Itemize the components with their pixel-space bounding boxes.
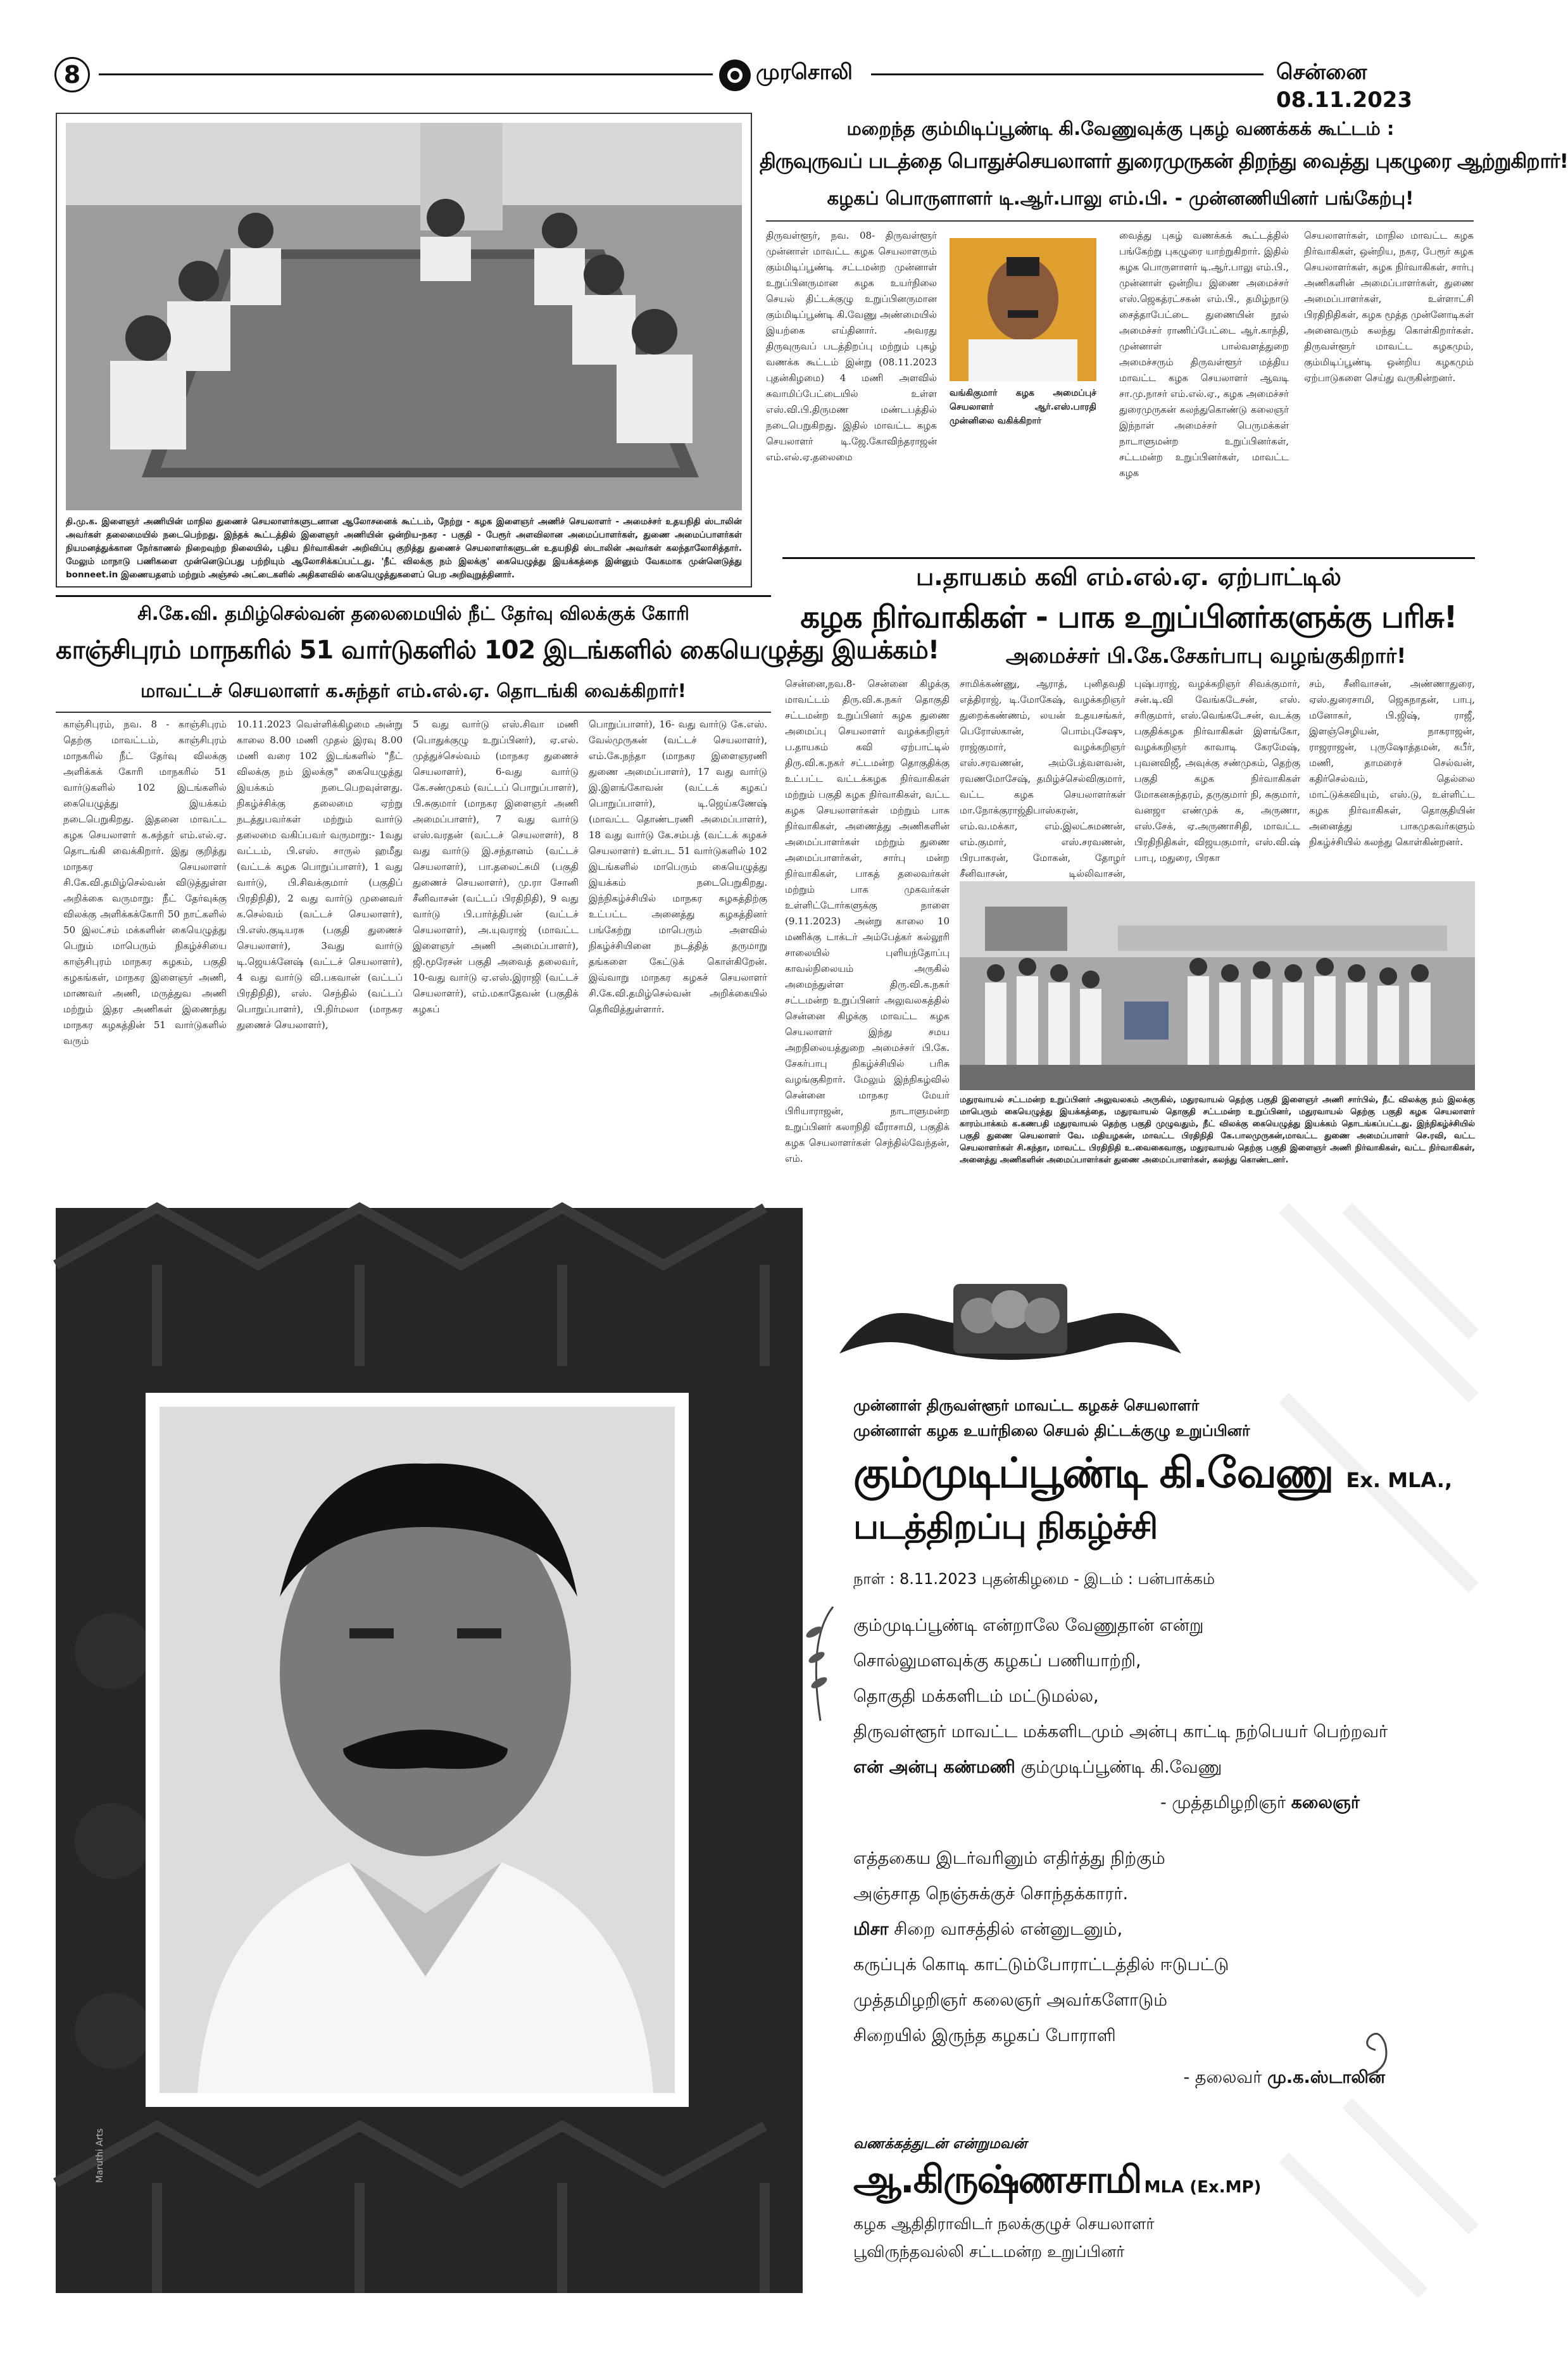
- story2-subhead: கழகப் பொருளாளர் டி.ஆர்.பாலு எம்.பி. - முன்னணியினர் பங்கேற்பு!: [827, 187, 1414, 209]
- memorial-ad: [56, 1208, 1474, 2293]
- story3-headline: காஞ்சிபுரம் மாநகரில் 51 வார்டுகளில் 102 இடங்களில் கையெழுத்து இயக்கம்!: [56, 636, 939, 665]
- dateline: சென்னை 08.11.2023: [1276, 60, 1413, 113]
- rising-sun-emblem-icon: [719, 60, 751, 91]
- venu-portrait-photo: [950, 238, 1096, 381]
- story2-column-2: வைத்து புகழ் வணக்கக் கூட்டத்தில் பங்கேற்று புகழுரை யாற்றுகிறார். இதில் கழக பொருளாளர் டி.ஆர்.பாலு எம்.பி., முன்னாள் ஒன்றிய இணை அமைச்சர் எஸ்.ஜெகத்ரட்சகன் எம்.பி., தமிழ்நாடு சைத்தாபேட்டை துணையின் நூல் அமைச்சர் ராணிப்பேட்டை ஆர்.காந்தி, முன்னாள் பால்வளத்துறை அமைச்சரும் திருவள்ளூர் மத்திய மாவட்ட கழக செயலாளர் ஆவடி சா.மு.நாசர் எம்.எல்.ஏ., கழக அமைச்சர் துரைமுருகன் கலந்துகொண்டு கலைஞர் இந்நாள் அமைச்சர் பெருமக்கள் நாடாளுமன்ற உறுப்பினர்கள், சட்டமன்ற உறுப்பினர்கள், மாவட்ட கழக: [1119, 230, 1289, 479]
- story2-portrait-caption: வங்கிகுமார் கழக அமைப்புச் செயலாளர் ஆர்.எஸ்.பாரதி முன்னிலை வகிக்கிறார்: [950, 388, 1096, 426]
- ad-sender-line-2: பூவிருந்தவல்லி சட்டமன்ற உறுப்பினர்: [853, 2242, 1125, 2261]
- attrib2-name: மு.க.ஸ்டாலின்: [1267, 2068, 1385, 2087]
- ad-intro-line-1: முன்னாள் திருவள்ளூர் மாவட்ட கழகச் செயலாளர்: [853, 1397, 1200, 1414]
- attrib2-prefix: - தலைவர்: [1183, 2068, 1262, 2087]
- poem1-close-bold: என் அன்பு கண்மணி: [853, 1757, 1015, 1777]
- masthead-rule-left: [99, 73, 713, 75]
- poem2-line-1: எத்தகைய இடர்வரினும் எதிர்த்து நிற்கும்: [853, 1849, 1165, 1868]
- story3-column-3: 5 வது வார்டு எஸ்.சிவா மணி (பொதுக்குழு உறுப்பினர்), ஏ.எல். முத்துச்செல்வம் (மாநகர துணைச் செயலாளர்), 6-வது வார்டு கே.சண்முகம் (வட்டப் பொறுப்பாளர்), பி.சுகுமார் (மாநகர இளைஞர் அணி அமைப்பாளர்), 7 வது வார்டு எஸ்.வரதன் (வட்டச் செயலாளர்), 8 வது வார்டு இ.சந்தானம் (வட்டச் செயலாளர்), பா.தலைட்சுமி (பகுதி துணைச் செயலாளர்), மு.ரா சோனி சீனிவாசன் (வட்டப் பிரதிநிதி), 9 வது வார்டு பி.பார்த்திபன் (வட்டச் செயலாளர்), அ.யுவராஜ் (மாவட்ட இளைஞர் அணி அமைப்பாளர்), ஜி.மூரேசன் பகுதி அவைத் தலைவர், 10-வது வார்டு ஏ.எஸ்.இராஜி (வட்டச் செயலாளர்), எம்.மகாதேவன் (பகுதிக் கழகப்: [413, 719, 579, 1015]
- poem1-close-rest: கும்முடிப்பூண்டி கி.வேணு: [1020, 1757, 1222, 1777]
- story2-kicker: மறைந்த கும்மிடிப்பூண்டி கி.வேணுவுக்கு புகழ் வணக்கக் கூட்டம் :: [846, 118, 1395, 139]
- meeting-photo-caption: தி.மு.க. இளைஞர் அணியின் மாநில துணைச் செயலாளர்களுடனான ஆலோசனைக் கூட்டம், நேற்று - கழக இளைஞர் அணிச் செயலாளர் - அமைச்சர் உதயநிதி ஸ்டாலின் அவர்கள் தலைமையில் நடைபெற்றது. இந்தக் கூட்டத்தில் இளைஞர் அணியின் ஒன்றிய-நகர - பகுதி - பேரூர் அளவிலான அமைப்பாளர்கள், துணை அமைப்பாளர்கள் நியமனத்துக்கான நேர்காணல் நிறைவுற்ற நிலையில், புதிய நிர்வாகிகள் அறிவிப்பு குறித்து துணைச் செயலாளர்களுடன் உதயநிதி ஸ்டாலின் அவர்கள் கலந்தாலோசித்தார். மேலும் மாநாடு பணிகளை முன்னெடுப்பது பற்றியும் ஆலோசிக்கப்பட்டது. 'நீட் விலக்கு நம் இலக்கு' கையெழுத்து இயக்கத்தை இன்னும் வேகமாக முன்னெடுத்து bonneet.in இணையதளம் மற்றும் அஞ்சல் அட்டைகளில் அதிகளவில் கையெழுத்துகளைப் பெற அறிவுறுத்தினார்.: [66, 517, 742, 580]
- story4-subhead: அமைச்சர் பி.கே.சேகர்பாபு வழங்குகிறார்!: [1005, 643, 1407, 668]
- ad-sender-name: ஆ.கிருஷ்ணசாமி: [853, 2158, 1141, 2202]
- ad-sender-line-1: கழக ஆதிதிராவிடர் நலக்குழுச் செயலாளர்: [853, 2215, 1155, 2233]
- neet-photo-caption: மதுரவாயல் சட்டமன்ற உறுப்பினர் அலுவலகம் அருகில், மதுரவாயல் தெற்கு பகுதி இளைஞர் அணி சார்பில், நீட் விலக்கு நம் இலக்கு மாபெரும் கையெழுத்து இயக்கத்தை, மதுரவாயல் தொகுதி சட்டமன்ற உறுப்பினர், மதுரவாயல் தெற்கு பகுதி கழக செயலாளர் காரம்பாக்கம் க.கணபதி மதுரவாயல் தெற்கு பகுதி முழுவதும், நீட் விலக்கு கையெழுத்து இயக்கம் தொடங்கப்பட்டது. இந்நிகழ்ச்சியில் பகுதி துணை செயலாளர் வே. மதியழகன், மாவட்ட பிரதிநிதி கே.பாலமுருகன்,மாவட்ட துணை அமைப்பாளர் செ.ரவி, வட்ட செயலாளர்கள் சி.கந்தா, மாவட்ட பிரதிநிதி உ.வைகைவாகு, மதுரவாயல் தெற்கு பகுதி இளைஞர் அணி நிர்வாகிகள், வட்ட நிர்வாகிகள், அனைத்து அணிகளின் அமைப்பாளர்கள் துணை அமைப்பாளர்கள், கலந்து கொண்டனர்.: [960, 1095, 1475, 1165]
- story4-top-rule: [782, 557, 1475, 559]
- story3-column-4: பொறுப்பாளர்), 16- வது வார்டு கே.எஸ். வேல்முருகன் (வட்டச் செயலாளர்), எம்.கே.நந்தா (மாநகர இளைஞரணி துணை அமைப்பாளர்), 17 வது வார்டு இ.இளங்கோவன் (வட்டக் கழகப் பொறுப்பாளர்), டி.ஜெய்கணேஷ் (மாவட்ட தொண்டரணி அமைப்பாளர்), 18 வது வார்டு கே.சம்பத் (வட்டக் கழகச் செயலாளர்) உள்பட 51 வார்டுகளில் 102 இடங்களில் மாபெரும் கையெழுத்து இயக்கம் நடைபெறுகிறது. இந்நிகழ்ச்சியில் மாநகர கழகத்திற்கு உட்பட்ட அனைத்து கழகத்தினர் பங்கேற்று மாபெரும் அளவில் நிகழ்ச்சியினை நடத்தித் தருமாறு தங்களை கேட்டுக் கொள்கிறேன். இவ்வாறு மாநகர கழகச் செயலாளர் சி.கே.வி.தமிழ்செல்வன் அறிக்கையில் தெரிவித்துள்ளார்.: [589, 719, 767, 1015]
- story4-headline: கழக நிர்வாகிகள் - பாக உறுப்பினர்களுக்கு பரிசு!: [800, 600, 1457, 635]
- masthead-rule-right: [871, 73, 1264, 75]
- poem1-line-1: கும்முடிப்பூண்டி என்றாலே வேணுதான் என்று: [853, 1616, 1204, 1635]
- leaders-banner-ribbon: [833, 1265, 1188, 1385]
- poem1-line-5: [853, 1750, 1461, 1785]
- poem2-line-5: முத்தமிழறிஞர் கலைஞர் அவர்களோடும்: [853, 1990, 1167, 2010]
- poem1-line-4: திருவள்ளூர் மாவட்ட மக்களிடமும் அன்பு காட்டி நற்பெயர் பெற்றவர்: [853, 1722, 1388, 1742]
- story2-column-3: செயலாளர்கள், மாநில மாவட்ட கழக நிர்வாகிகள், ஒன்றிய, நகர, பேரூர் கழக செயலாளர்கள், கழக நிர்வாகிகள், சார்பு அணிகளின் அமைப்பாளர்கள், துணை அமைப்பாளர்கள், உள்ளாட்சி பிரதிநிதிகள், கழக மூத்த முன்னோடிகள் அனைவரும் கலந்து கொள்கிறார்கள். திருவள்ளூர் மாவட்ட கழகமும், கும்மிடிப்பூண்டி ஒன்றிய கழகமும் ஏற்பாடுகளை செய்து வருகின்றனர்.: [1304, 230, 1474, 384]
- meeting-photo: [66, 123, 742, 510]
- poem2-line-6: சிறையில் இருந்த கழகப் போராளி: [853, 2026, 1116, 2046]
- ad-name-text: கும்முடிப்பூண்டி கி.வேணு: [853, 1449, 1333, 1497]
- neet-signature-drive-photo: [960, 881, 1475, 1090]
- poem1-line-3: தொகுதி மக்களிடம் மட்டுமல்ல,: [853, 1687, 1099, 1706]
- story3-rule: [56, 712, 771, 713]
- story3-top-rule: [56, 595, 771, 597]
- story3-column-2: 10.11.2023 வெள்ளிக்கிழமை அன்று காலை 8.00 மணி முதல் இரவு 8.00 மணி வரை 102 இடங்களில் "நீட் விலக்கு நம் இலக்கு" கையெழுத்து இயக்கம் நடைபெறவுள்ளது. நிகழ்ச்சிக்கு தலைமை ஏற்று நடத்துபவர்கள் மற்றும் வார்டு தலைமை வகிப்பவர் வருமாறு:- 1வது வட்டம், பி.எஸ். சாருல் ஹமீது (வட்டக் கழக பொறுப்பாளர்), 1 வது வார்டு, பி.சிவக்குமார் (பகுதிப் பிரதிநிதி), 2 வது வார்டு முனைவர் க.செல்வம் (வட்டச் செயலாளர்), பி.எஸ்.குடியரசு (பகுதி துணைச் செயலாளர்), 3வது வார்டு டி.ஜெயக்னேஷ் (வட்டச் செயலாளர்), 4 வது வார்டு வி.பகவான் (வட்டப் பிரதிநிதி), எஸ். செந்தில் (வட்டப் பொறுப்பாளர்), பி.நிர்மலா (மாநகர துணைச் செயலாளர்),: [237, 719, 403, 1031]
- story2-headline: திருவுருவப் படத்தை பொதுச்செயலாளர் துரைமுருகன் திறந்து வைத்து புகழுரை ஆற்றுகிறார்!: [760, 150, 1568, 173]
- poem1-attribution: [853, 1785, 1461, 1821]
- corner-flourish-icon: [1360, 2025, 1398, 2082]
- attrib1-prefix: - முத்தமிழறிஞர்: [1160, 1793, 1286, 1813]
- leaf-ornament-icon: [795, 1600, 846, 1727]
- ad-tribute-kalaignar: [853, 1608, 1461, 1821]
- poem2-line-3: [853, 1912, 1461, 1947]
- poem2-line-4: கருப்புக் கொடி காட்டும்போராட்டத்தில் ஈடுபட்டு: [853, 1955, 1229, 1975]
- poem1-line-2: சொல்லுமளவுக்கு கழகப் பணியாற்றி,: [853, 1651, 1141, 1671]
- ad-sender: [853, 2158, 1261, 2207]
- story3-subhead: மாவட்டச் செயலாளர் க.சுந்தர் எம்.எல்.ஏ. தொடங்கி வைக்கிறார்!: [140, 680, 687, 701]
- poem2-line-2: அஞ்சாத நெஞ்சுக்குச் சொந்தக்காரர்.: [853, 1884, 1129, 1904]
- story3-kicker: சி.கே.வி. தமிழ்செல்வன் தலைமையில் நீட் தேர்வு விலக்குக் கோரி: [137, 603, 689, 624]
- ad-intro-line-2: முன்னாள் கழக உயர்நிலை செயல் திட்டக்குழு உறுப்பினர்: [853, 1422, 1250, 1440]
- story-meeting-photo-box: [56, 113, 752, 588]
- masthead: [54, 53, 1472, 113]
- story4-kicker: ப.தாயகம் கவி எம்.எல்.ஏ. ஏற்பாட்டில்: [916, 563, 1341, 591]
- story4-column-4: சம், சீனிவாசன், அண்ணாதுரை, ஏஸ்.துரைசாமி, ஜெகநாதன், பாபு, மனோகர், பி.ஜிஷ், ராஜீ, இளஞ்செழியன், நாகராஜன், ராஜராஜன், புருஷோத்தமன், கபீர், மணி, தாமரைச் செல்வன், கதிர்செல்வம், தெல்லை மாட்டுக்கவியும், எஸ்.டு, உள்ளிட்ட கழக நிர்வாகிகள், தொகுதியின் அனைத்து பாகமுகவர்களும் நிகழ்ச்சியில் கலந்து கொள்கின்றனர்.: [1309, 678, 1475, 848]
- ad-sender-suffix: MLA (Ex.MP): [1144, 2178, 1262, 2197]
- ad-name-suffix: Ex. MLA.,: [1346, 1468, 1453, 1492]
- portrait-image: [160, 1407, 675, 2093]
- story2-column-1: திருவள்ளூர், நவ. 08- திருவள்ளூர் முன்னாள் மாவட்ட கழக செயலாளரும் கும்மிடிப்பூண்டி சட்டமன்ற முன்னாள் உறுப்பினருமான கழக உயர்நிலை செயல் திட்டக்குழு உறுப்பினருமான கும்மிடிப்பூண்டி கி.வேணு அண்மையில் இயற்கை எய்தினார். அவரது திருவுருவப் படத்திறப்பு மற்றும் புகழ் வணக்க கூட்டம் இன்று (08.11.2023 புதன்கிழமை) 4 மணி அளவில் சுவாமிப்பேட்டையில் உள்ள எஸ்.வி.பி.திருமண மண்டபத்தில் நடைபெறுகிறது. இதில் மாவட்ட கழக செயலாளர் டி.ஜே.கோவிந்தராஜன் எம்.எல்.ஏ.தலைமை: [766, 230, 937, 463]
- story4-column-2: சாமிக்கண்ணு, ஆராத், புனிதவதி எத்திராஜ், டி.மோகேஷ், வழக்கறிஞர் துறைக்கண்ணம், லயன் உதயசங்கர், பெரோஸ்கான், பொம்புசேஷு, ராஜ்குமார், வழக்கறிஞர் எஸ்.சரவணன், அம்பேத்வளவன், ரவணமோசேஷ், தமிழ்ச்செல்விகுமார், வட்ட கழக செயலாளர்கள் மா.நோக்குராஜ்திபாஸ்கரன், எம்.வ.மக்கா, எம்.இலட்சுமணன், எம்.குமார், எஸ்.சரவணன், பிரபாகரன், மோகன், தோழர் சீனிவாசன், டில்லிவாசன்,: [960, 678, 1126, 879]
- ad-event-title: படத்திறப்பு நிகழ்ச்சி: [853, 1507, 1158, 1547]
- venu-memorial-portrait: [146, 1393, 689, 2107]
- poem2-bold: மிசா: [853, 1920, 889, 1939]
- paper-name: முரசொலி: [756, 60, 853, 85]
- story3-column-1: காஞ்சிபுரம், நவ. 8 - காஞ்சிபுரம் தெற்கு மாவட்டம், காஞ்சிபுரம் மாநகரில் நீட் தேர்வு விலக்கு அளிக்கக் கோரி மாநகரில் 51 வார்டுகளில் 102 இடங்களில் கையெழுத்து இயக்கம் நடைபெறுகிறது. இதனை மாவட்ட கழக செயலாளர் க.சுந்தர் எம்.எல்.ஏ. தொடங்கி வைக்கிறார். இது குறித்து மாநகர செயலாளர் சி.கே.வி.தமிழ்செல்வன் விடுத்துள்ள அறிக்கை வருமாறு: நீட் தேர்வுக்கு விலக்கு அளிக்கக்கோரி 50 நாட்களில் 50 இலட்சம் மக்களின் கையெழுத்து பெறும் மாபெரும் நிகழ்ச்சியை காஞ்சிபுரம் மாநகர கழகம், பகுதி கழகங்கள், மாநகர இளைஞர் அணி, மாணவர் அணி, மருத்துவ அணி மற்றும் இதர அணிகள் இணைந்து மாநகர கழகத்தின் 51 வார்டுகளில் வரும்: [63, 719, 227, 1047]
- page-number: 8: [54, 57, 90, 92]
- ad-sign-off: வணக்கத்துடன் என்றுமவன்: [853, 2136, 1027, 2152]
- story2-rule: [766, 220, 1474, 222]
- ad-name: [853, 1449, 1452, 1503]
- story4-column-3: புஷ்பராஜ், வழக்கறிஞர் சிவக்குமார், சன்.டி.வி வேங்கடேசன், எஸ். சரிகுமார், எஸ்.வெங்கடேசன், வடக்கு பகுதிக்கழக நிர்வாகிகள் இளங்கோ, வழக்கறிஞர் காவாடி கேரமேஷ், புவனவிஜீ, அவுக்கு சண்முகம், தெற்கு பகுதி கழக நிர்வாகிகள் மோகனசுந்தரம், தருகுமார் நி, சுகுமார், வனஜா எண்முக் சு, அருணா, எஸ்.சேக், ஏ.அருணாசிதி, மாவட்ட பிரதிநிதிகள், விஜயகுமார், எஸ்.வி.ஷ் பாபு, மதுரை, பிரகா: [1134, 678, 1300, 864]
- ad-date-line: நாள் : 8.11.2023 புதன்கிழமை - இடம் : பன்பாக்கம்: [853, 1570, 1215, 1588]
- attrib1-name: கலைஞர்: [1291, 1793, 1360, 1813]
- ad-credit: Maruthi Arts: [95, 2128, 105, 2183]
- poem2-bold-rest: சிறை வாசத்தில் என்னுடனும்,: [894, 1920, 1123, 1939]
- story4-column-1: சென்னை,நவ.8- சென்னை கிழக்கு மாவட்டம் திரு.வி.க.நகர் தொகுதி சட்டமன்ற உறுப்பினர் கழக துணை அமைப்பு செயலாளர் வழக்கறிஞர் ப.தாயகம் கவி ஏற்பாட்டில் திரு.வி.க.நகர் சட்டமன்ற தொகுதிக்கு உட்பட்ட வட்டக்கழக நிர்வாகிகள் மற்றும் பகுதி கழக நிர்வாகிகள், வட்ட கழக செயலாளர்கள் மற்றும் பாக நிர்வாகிகள், அணைத்து அணிகளின் அமைப்பாளர்கள் மற்றும் துணை அமைப்பாளர்கள், சார்பு மன்ற நிர்வாகிகள், பாகத் தலைவர்கள் மற்றும் பாக முகவர்கள் உள்ளிட்டோர்களுக்கு நாளை (9.11.2023) அன்று காலை 10 மணிக்கு டாக்டர் அம்பேத்கர் கல்லூரி சாலையில் புளியந்தோப்பு காவல்நிலையம் அருகில் அமைந்துள்ள திரு.வி.க.நகர் சட்டமன்ற உறுப்பினர் அலுவலகத்தில் சென்னை கிழக்கு மாவட்ட கழக செயலாளர் இந்து சமய அறநிலையத்துறை அமைச்சர் பி.கே. சேகர்பாபு நிகழ்ச்சியில் பரிசு வழங்குகிறார். மேலும் இந்நிகழ்வில் சென்னை மாநகர மேயர் பிரியாராஜன், நாடாளுமன்ற உறுப்பினர் கலாநிதி வீராசாமி, பகுதிக் கழக செயலாளர்கள் செந்தில்வேந்தன், எம்.: [785, 678, 950, 1164]
